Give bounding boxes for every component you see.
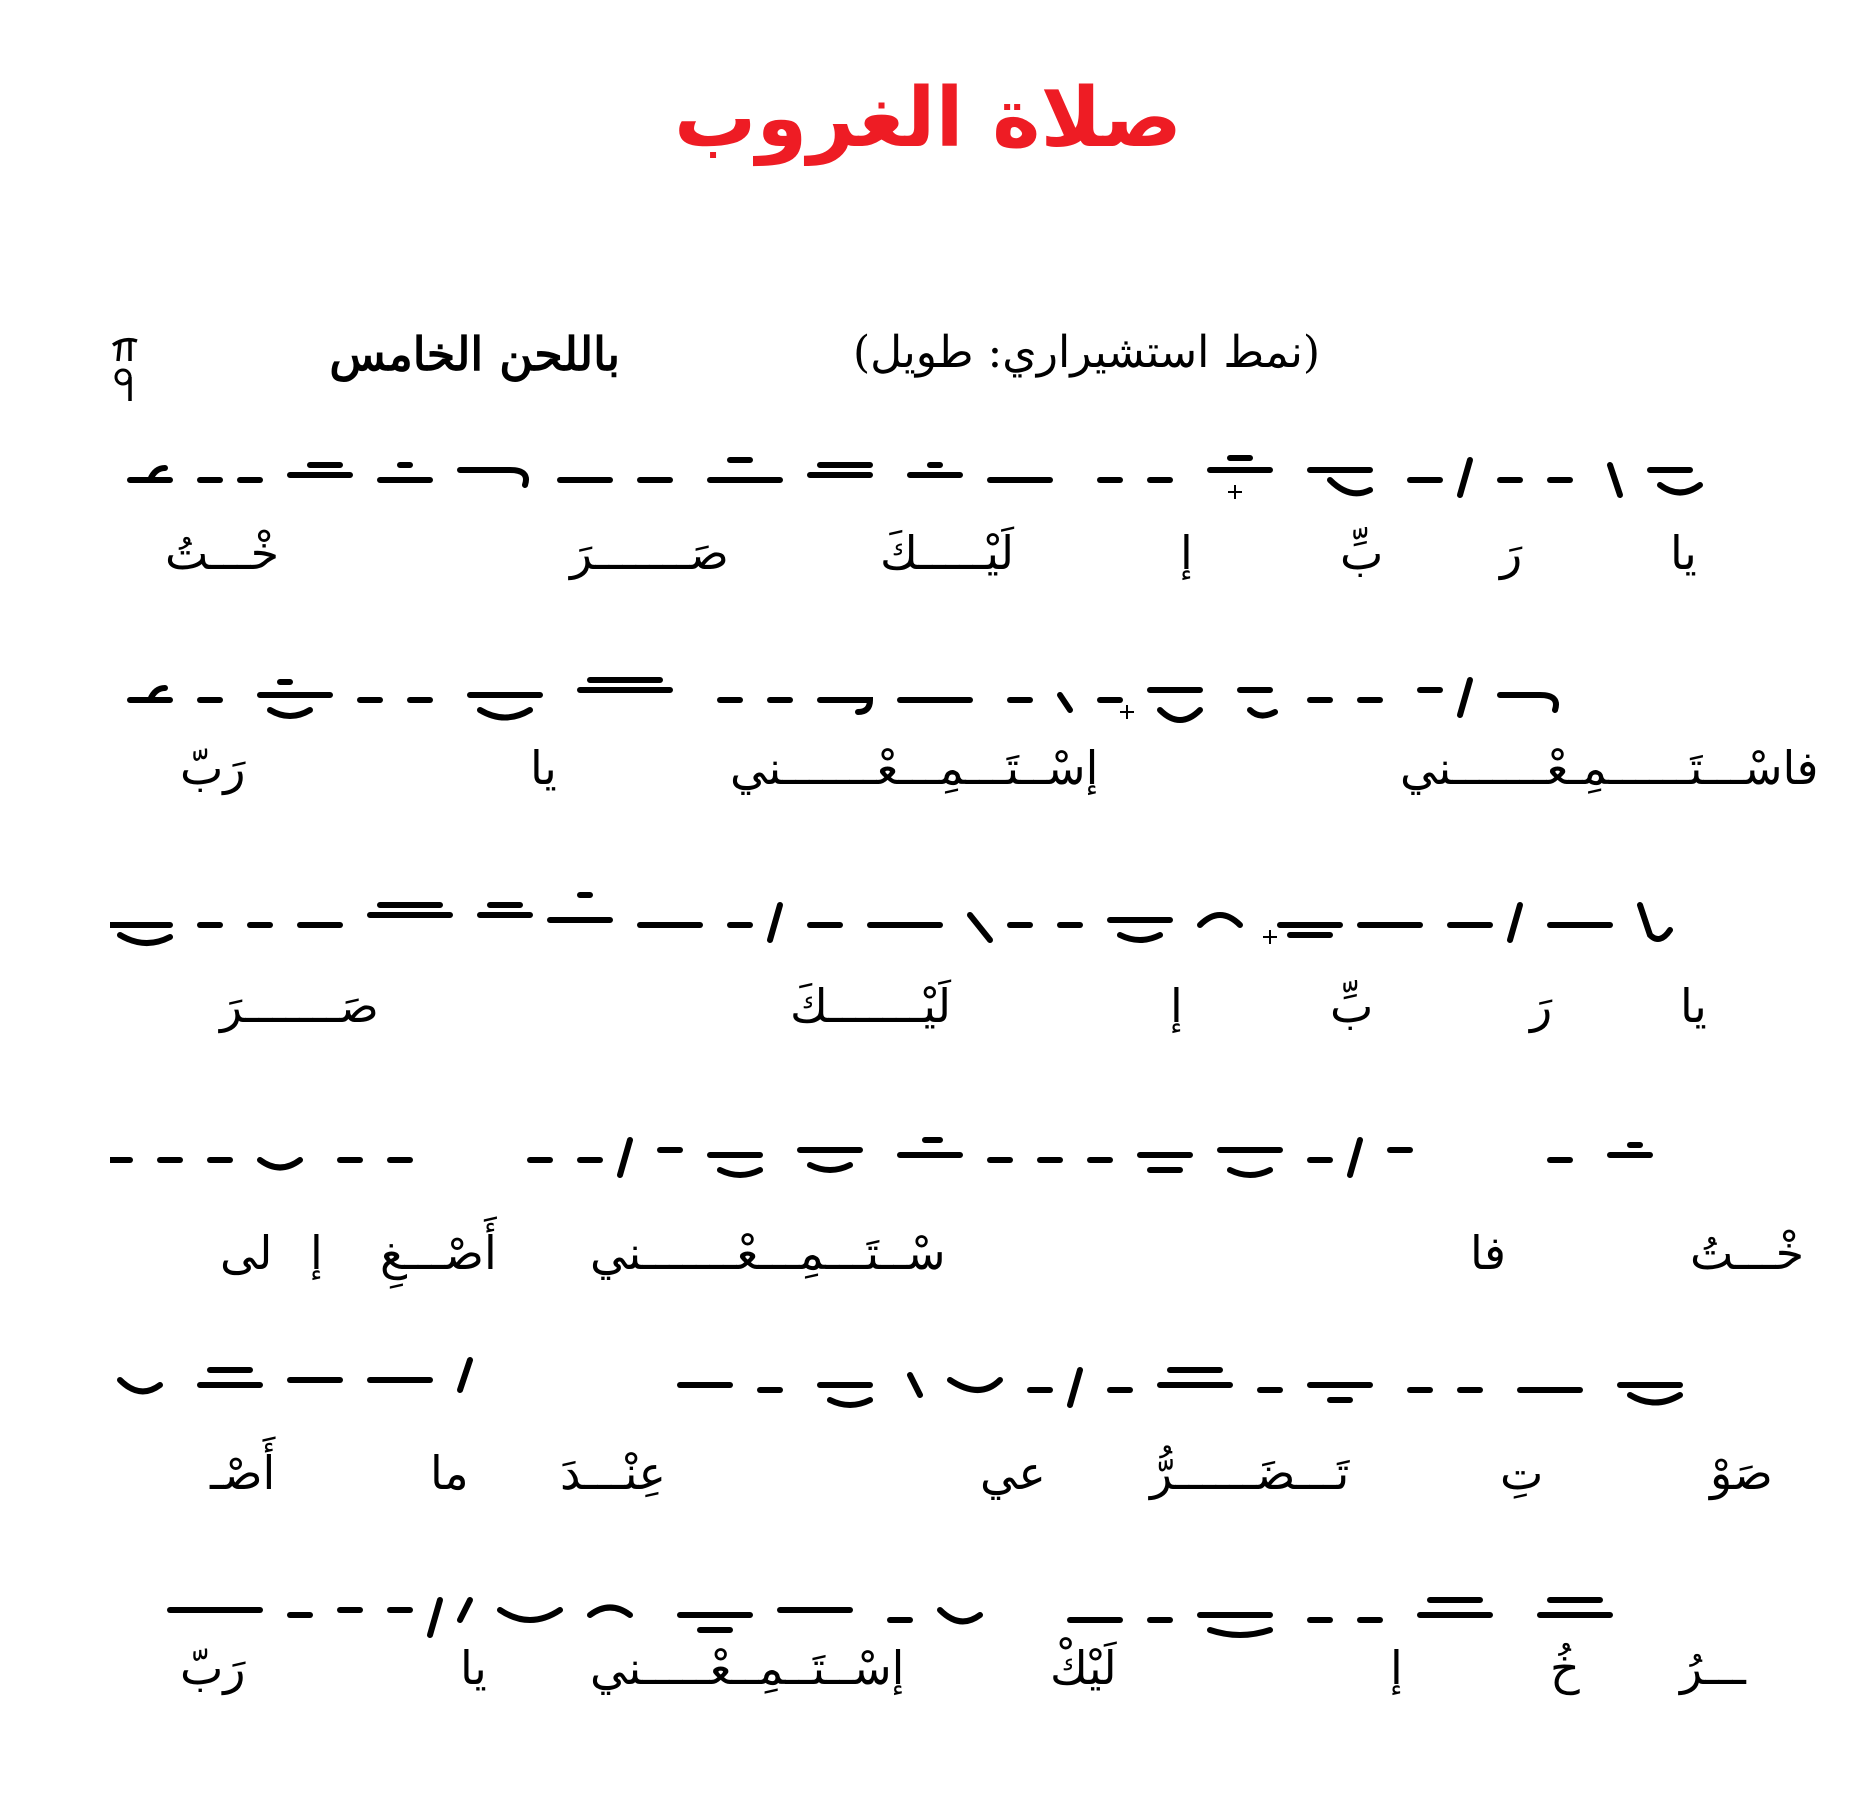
lyric-line xyxy=(110,1446,1810,1520)
syllable: سْــتَـــمِـــعْـــــــني xyxy=(590,1226,946,1280)
syllable: تِ xyxy=(1500,1446,1544,1500)
syllable: إ xyxy=(1390,1641,1403,1695)
mode-signature-mark xyxy=(110,333,140,405)
syllable: لَيْـــــكَ xyxy=(880,526,1015,580)
syllable: صَوْ xyxy=(1710,1446,1773,1500)
syllable: رَ xyxy=(1530,979,1553,1033)
syllable: عِنْـــدَ xyxy=(560,1446,666,1500)
neume-staff xyxy=(110,875,1810,995)
syllable: فاسْـــتَــــــمِـعْـــــــني xyxy=(1400,741,1819,795)
syllable: خْـــتُ xyxy=(1690,1226,1805,1280)
lyric-line xyxy=(110,1641,1810,1715)
syllable: صَـــــــرَ xyxy=(570,526,729,580)
syllable: إ xyxy=(310,1226,323,1280)
syllable: أَصْـ xyxy=(210,1446,276,1500)
syllable: بِّ xyxy=(1330,979,1374,1033)
syllable: لى xyxy=(220,1226,273,1280)
syllable: خْـــتُ xyxy=(165,526,280,580)
syllable: عي xyxy=(980,1446,1046,1500)
syllable: لَيْـــــــكَ xyxy=(790,979,951,1033)
style-note: (نمط استشيراري: طويل) xyxy=(853,327,1320,378)
syllable: تَـــضَــــــرُّ xyxy=(1150,1446,1350,1500)
syllable: يا xyxy=(530,741,557,795)
syllable: إسْــتَــمِــعْـــــني xyxy=(590,1641,905,1695)
syllable: ـــرُ xyxy=(1680,1641,1746,1695)
neume-staff xyxy=(110,1110,1810,1230)
syllable: إ xyxy=(1180,526,1193,580)
syllable: بِّ xyxy=(1340,526,1384,580)
syllable: خُ xyxy=(1550,1641,1580,1695)
hymn-header xyxy=(110,325,1750,395)
syllable: إ xyxy=(1170,979,1183,1033)
lyric-line xyxy=(110,526,1810,600)
lyric-line xyxy=(110,1226,1810,1300)
syllable: صَـــــــرَ xyxy=(220,979,379,1033)
lyric-line xyxy=(110,741,1819,815)
syllable: أَصْـــغِ xyxy=(380,1226,497,1280)
syllable: إسْــتَـــمِـــعْـــــــني xyxy=(730,741,1099,795)
syllable: يا xyxy=(1670,526,1697,580)
page-title: صلاة الغروب xyxy=(673,71,1182,166)
syllable: رَبّ xyxy=(180,1641,246,1695)
neume-staff xyxy=(110,1340,1810,1460)
syllable: يا xyxy=(1680,979,1707,1033)
syllable: رَبّ xyxy=(180,741,246,795)
tone-label: باللحن الخامس xyxy=(329,327,620,381)
syllable: لَيْكْ xyxy=(1050,1641,1117,1695)
syllable: رَ xyxy=(1500,526,1523,580)
lyric-line xyxy=(110,979,1810,1053)
syllable: ما xyxy=(430,1446,469,1500)
syllable: يا xyxy=(460,1641,487,1695)
syllable: فا xyxy=(1470,1226,1507,1280)
